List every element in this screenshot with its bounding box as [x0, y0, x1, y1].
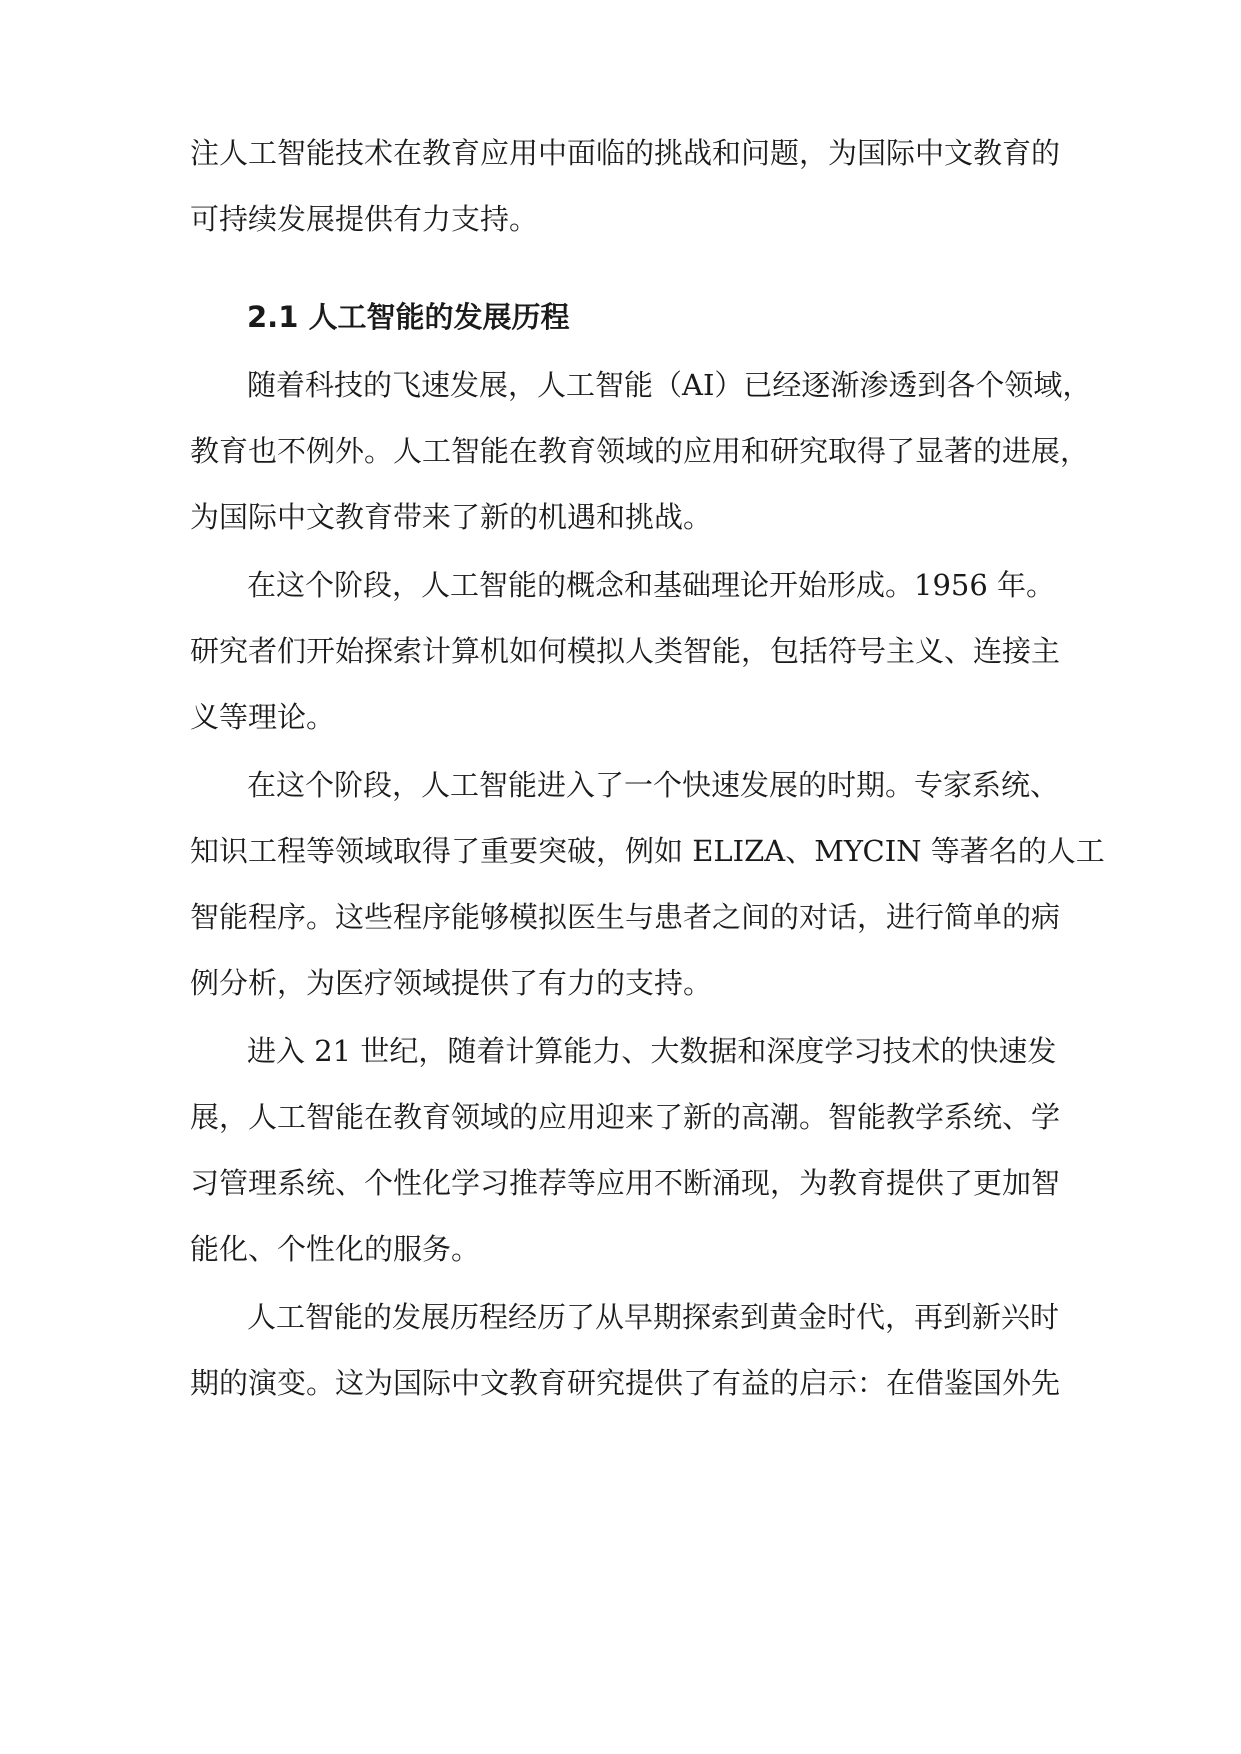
paragraph-line: 教育也不例外。人工智能在教育领域的应用和研究取得了显著的进展， [190, 434, 1090, 468]
paragraph-line: 可持续发展提供有力支持。 [190, 202, 539, 236]
paragraph-line: 期的演变。这为国际中文教育研究提供了有益的启示：在借鉴国外先 [190, 1366, 1061, 1400]
paragraph-line: 注人工智能技术在教育应用中面临的挑战和问题，为国际中文教育的 [190, 136, 1061, 170]
paragraph-line: 义等理论。 [190, 700, 336, 734]
paragraph-line: 能化、个性化的服务。 [190, 1232, 481, 1266]
paragraph-line: 在这个阶段，人工智能的概念和基础理论开始形成。1956 年。 [247, 568, 1056, 602]
paragraph-line: 为国际中文教育带来了新的机遇和挑战。 [190, 500, 713, 534]
paragraph-line: 研究者们开始探索计算机如何模拟人类智能，包括符号主义、连接主 [190, 634, 1061, 668]
paragraph-line: 例分析，为医疗领域提供了有力的支持。 [190, 966, 713, 1000]
paragraph-line: 智能程序。这些程序能够模拟医生与患者之间的对话，进行简单的病 [190, 900, 1061, 934]
paragraph-line: 展，人工智能在教育领域的应用迎来了新的高潮。智能教学系统、学 [190, 1100, 1061, 1134]
paragraph-line: 随着科技的飞速发展，人工智能（AI）已经逐渐渗透到各个领域， [247, 368, 1092, 402]
section-heading: 2.1 人工智能的发展历程 [247, 300, 570, 334]
paragraph-line: 习管理系统、个性化学习推荐等应用不断涌现，为教育提供了更加智 [190, 1166, 1061, 1200]
paragraph-line: 人工智能的发展历程经历了从早期探索到黄金时代，再到新兴时 [247, 1300, 1060, 1334]
paragraph-line: 知识工程等领域取得了重要突破，例如 ELIZA、MYCIN 等著名的人工 [190, 834, 1105, 868]
paragraph-line: 在这个阶段，人工智能进入了一个快速发展的时期。专家系统、 [247, 768, 1060, 802]
paragraph-line: 进入 21 世纪，随着计算能力、大数据和深度学习技术的快速发 [247, 1034, 1057, 1068]
